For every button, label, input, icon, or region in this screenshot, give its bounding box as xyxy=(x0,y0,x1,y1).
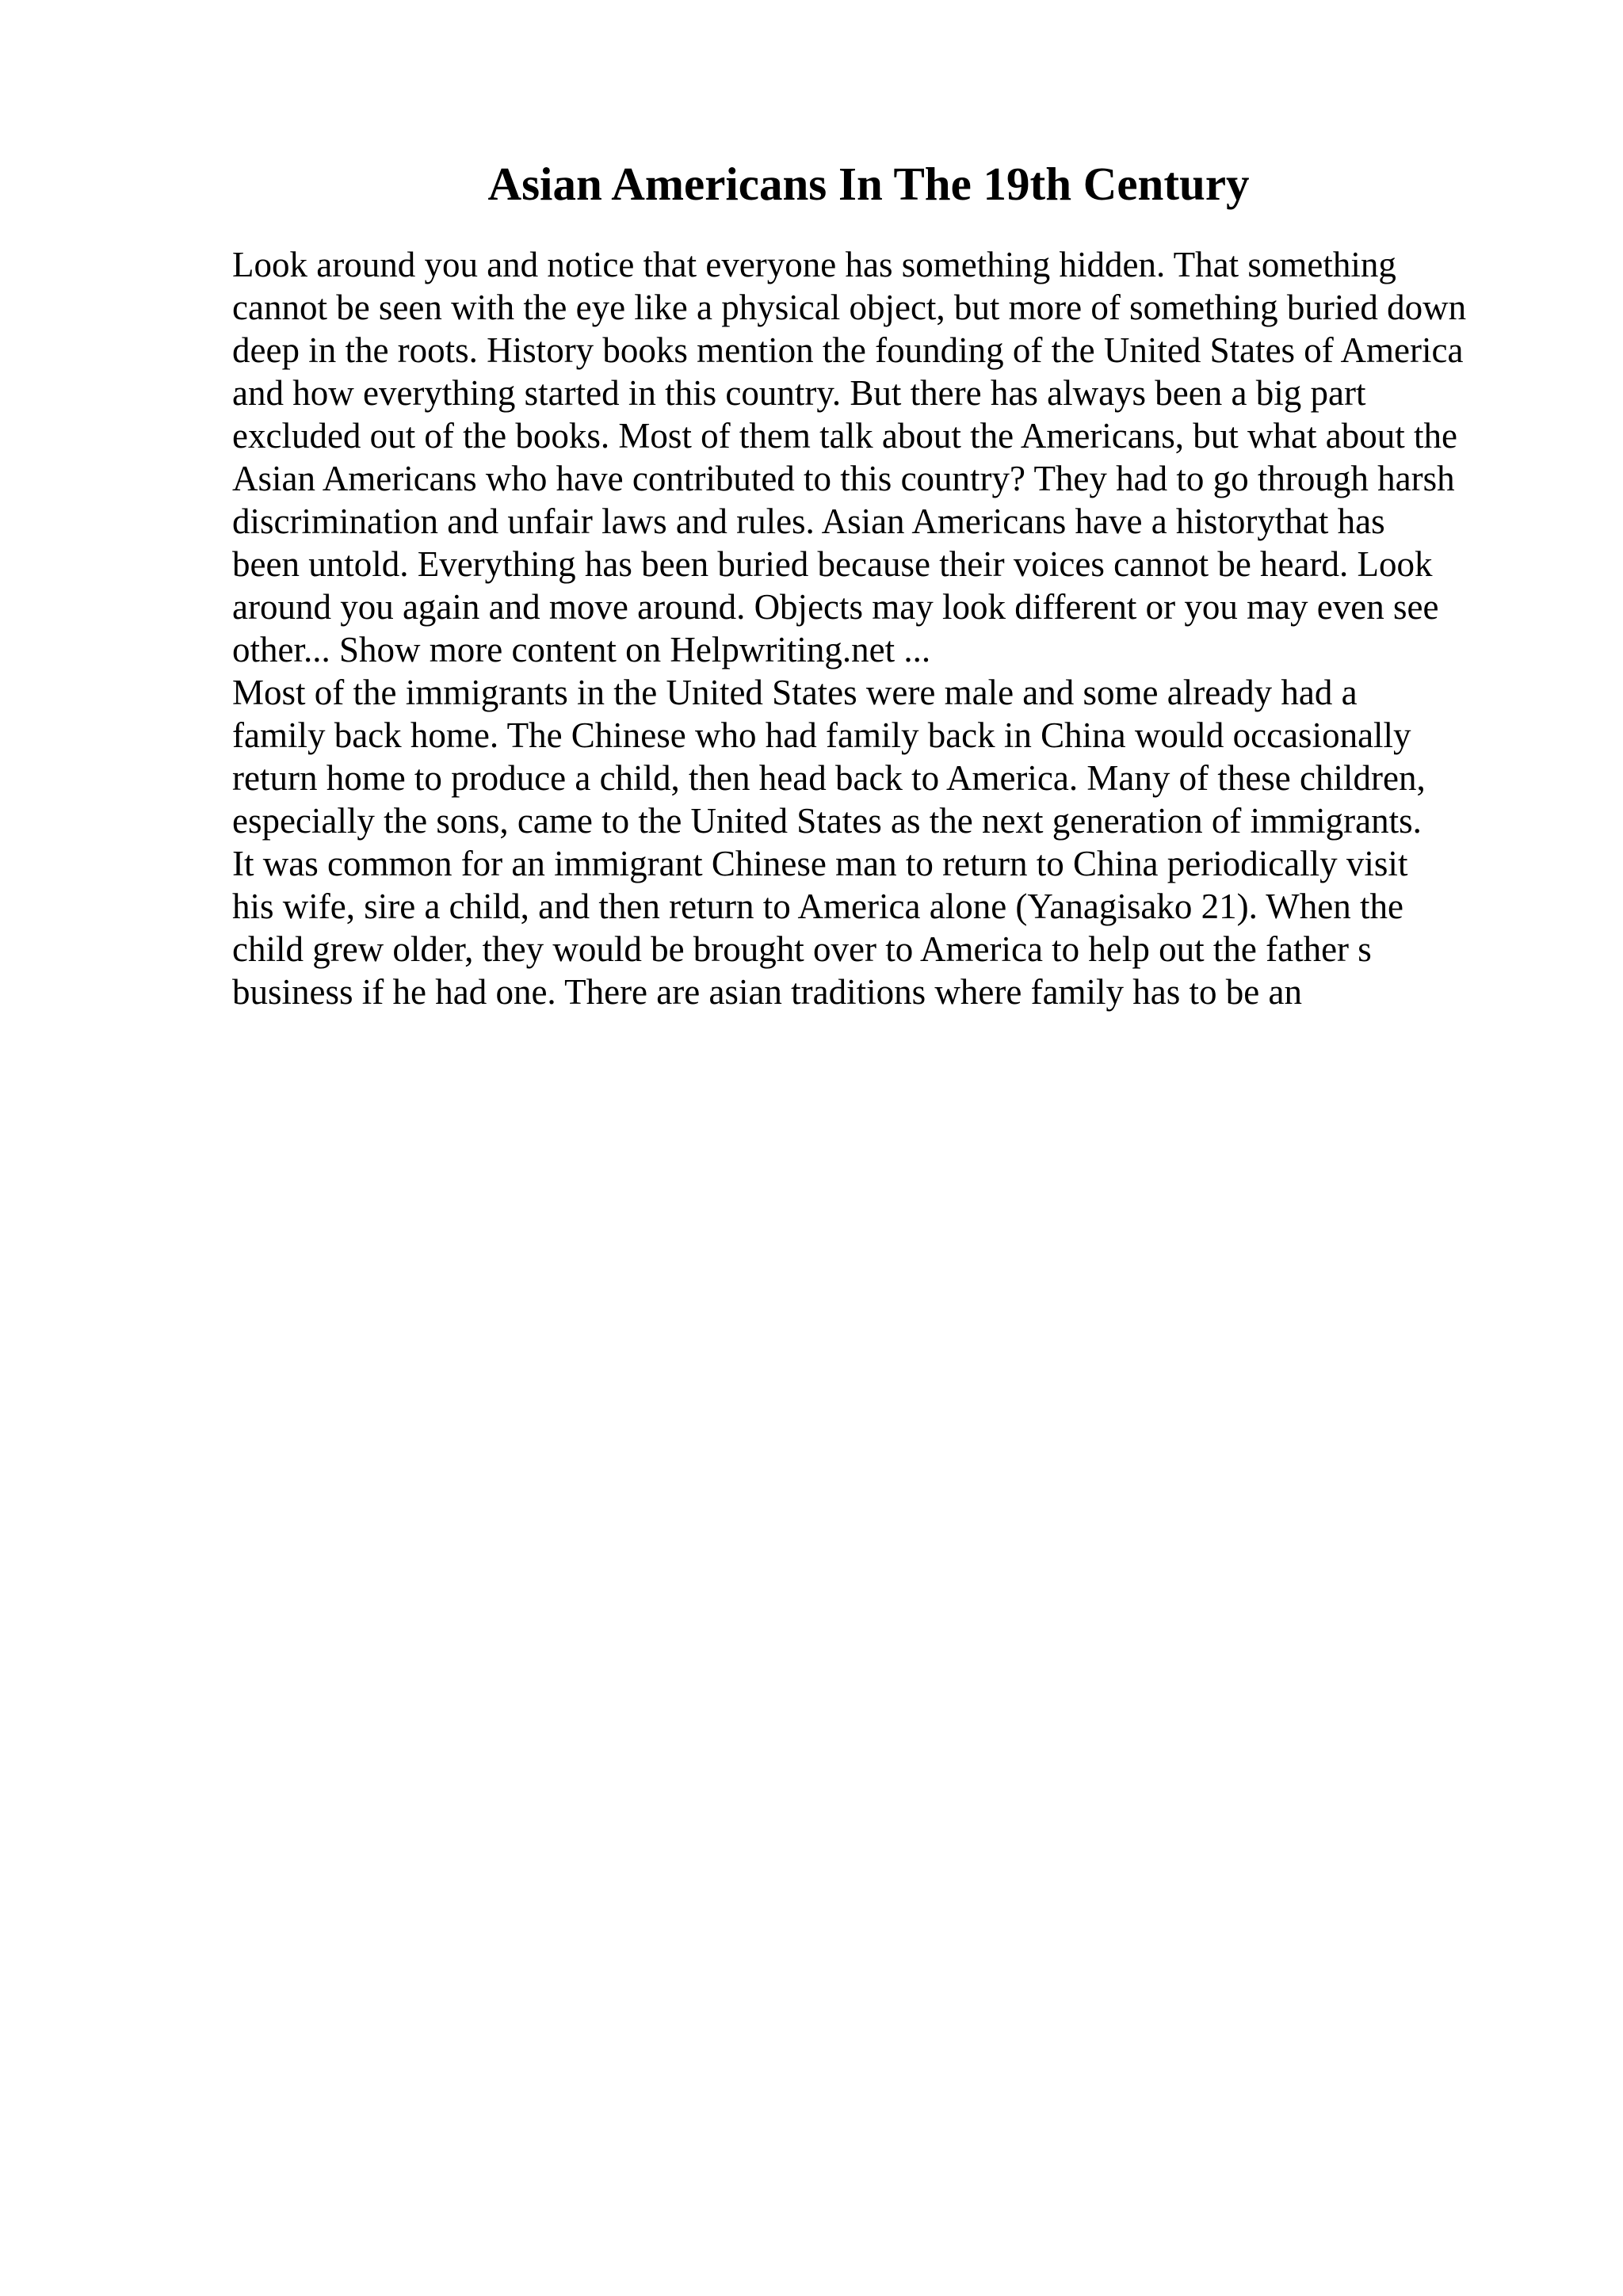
body-line: child grew older, they would be brought over to America to help out the father s xyxy=(232,929,1372,969)
body-line: cannot be seen with the eye like a physical object, but more of something buried down xyxy=(232,288,1467,327)
body-line: Asian Americans who have contributed to this country? They had to go through harsh xyxy=(232,459,1455,498)
body-line: deep in the roots. History books mention the founding of the United States of America xyxy=(232,330,1464,370)
document-title: Asian Americans In The 19th Century xyxy=(487,158,1250,210)
body-line: return home to produce a child, then head back to America. Many of these children, xyxy=(232,758,1426,798)
body-line: been untold. Everything has been buried because their voices cannot be heard. Look xyxy=(232,544,1433,584)
body-line: around you again and move around. Objects may look different or you may even see xyxy=(232,587,1439,627)
body-line: It was common for an immigrant Chinese man to return to China periodically visit xyxy=(232,844,1408,883)
body-line: especially the sons, came to the United States as the next generation of immigrants. xyxy=(232,801,1422,841)
body-line: Most of the immigrants in the United States were male and some already had a xyxy=(232,673,1358,712)
body-line: and how everything started in this country. But there has always been a big part xyxy=(232,373,1366,413)
body-line: business if he had one. There are asian traditions where family has to be an xyxy=(232,972,1302,1012)
body-line: discrimination and unfair laws and rules. Asian Americans have a historythat has xyxy=(232,502,1385,541)
body-line-show-more: other... Show more content on Helpwriting.net ... xyxy=(232,630,931,669)
body-line: excluded out of the books. Most of them talk about the Americans, but what about the xyxy=(232,416,1457,456)
body-line: his wife, sire a child, and then return to America alone (Yanagisako 21). When the xyxy=(232,887,1403,926)
body-line: Look around you and notice that everyone has something hidden. That something xyxy=(232,245,1396,284)
body-line: family back home. The Chinese who had family back in China would occasionally xyxy=(232,715,1411,755)
document-body xyxy=(232,243,1532,1013)
